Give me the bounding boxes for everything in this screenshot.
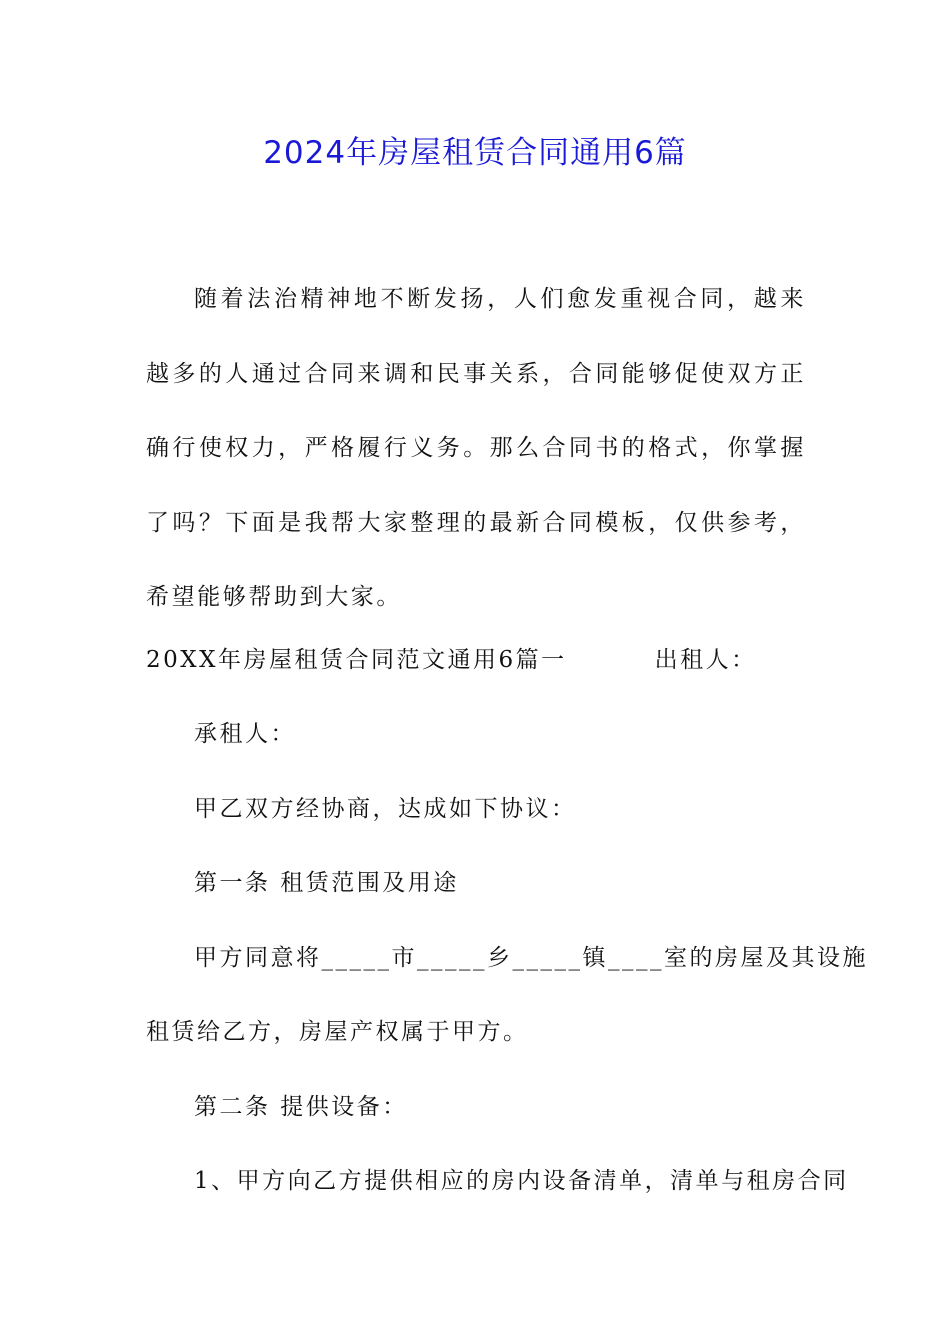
intro-paragraph: 随着法治精神地不断发扬，人们愈发重视合同，越来越多的人通过合同来调和民事关系，合同能够促使双方正确行使权力，严格履行义务。那么合同书的格式，你掌握了吗？下面是我帮大家整理的最新合同模板，仅供参考，希望能够帮助到大家。 [146,286,806,610]
section-heading-line [146,640,757,680]
article-2-item-1: 1、甲方向乙方提供相应的房内设备清单，清单与租房合同 [194,1168,849,1194]
section-heading: 20XX年房屋租赁合同范文通用6篇一 [146,647,567,673]
article-1-line-1: 甲方同意将_____市_____乡_____镇____室的房屋及其设施 [194,945,868,971]
lessee-label: 承租人： [194,721,296,747]
article-1-heading: 第一条 租赁范围及用途 [194,870,459,896]
article-1-line-2: 租赁给乙方，房屋产权属于甲方。 [146,1019,529,1045]
agreement-line: 甲乙双方经协商，达成如下协议： [194,796,577,822]
article-2-heading: 第二条 提供设备： [194,1094,408,1120]
document-title: 2024年房屋租赁合同通用6篇 [263,135,687,171]
lessor-label: 出租人： [654,647,757,673]
